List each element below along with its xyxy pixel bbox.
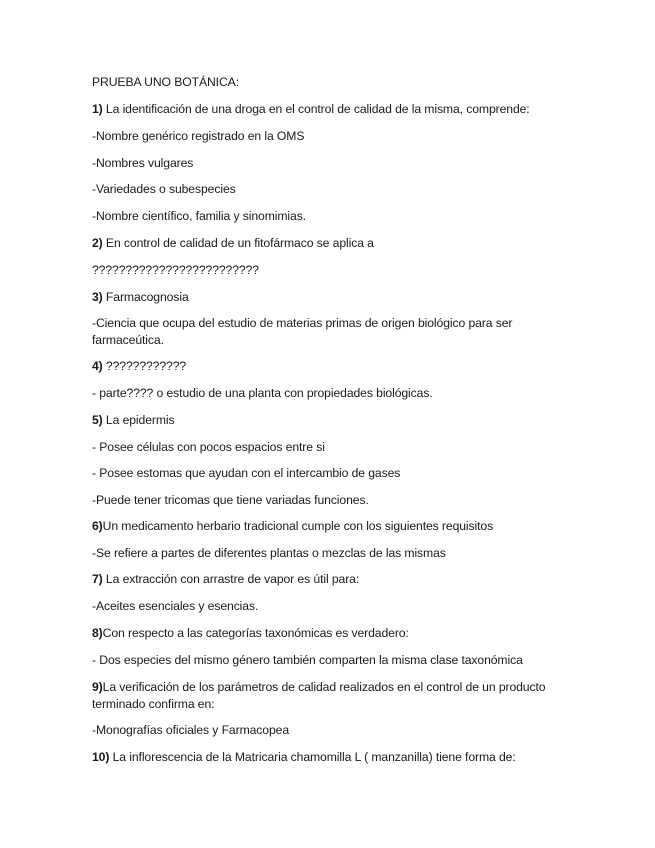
question-3 [92, 289, 562, 306]
question-number: 3) [92, 290, 103, 304]
question-text: La inflorescencia de la Matricaria chamomilla L ( manzanilla) tiene forma de: [109, 750, 516, 764]
question-4 [92, 358, 562, 375]
question-10 [92, 749, 562, 766]
question-text: Con respecto a las categorías taxonómicas es verdadero: [102, 626, 409, 640]
answer-line: -Monografías oficiales y Farmacopea [92, 723, 290, 737]
question-9 [92, 679, 562, 713]
question-text: En control de calidad de un fitofármaco se aplica a [102, 236, 374, 250]
document-title: PRUEBA UNO BOTÁNICA: [92, 75, 239, 89]
question-text: Un medicamento herbario tradicional cumple con los siguientes requisitos [102, 519, 494, 533]
question-number: 4) [92, 359, 103, 373]
question-number: 9) [92, 680, 103, 694]
question-number: 8) [92, 626, 103, 640]
question-number: 5) [92, 413, 103, 427]
question-number: 6) [92, 519, 103, 533]
answer-line: - Posee estomas que ayudan con el intercambio de gases [92, 466, 401, 480]
answer-line: -Nombre científico, familia y sinomimias. [92, 209, 306, 223]
answer-line: ????????????????????????? [92, 263, 259, 277]
question-8 [92, 625, 562, 642]
question-6 [92, 518, 562, 535]
answer-line: -Puede tener tricomas que tiene variadas funciones. [92, 493, 369, 507]
answer-line: - Posee células con pocos espacios entre si [92, 440, 325, 454]
question-2 [92, 235, 562, 252]
question-text: La verificación de los parámetros de calidad realizados en el control de un producto terminado confirma en: [92, 680, 546, 711]
question-text: La identificación de una droga en el control de calidad de la misma, comprende: [102, 102, 530, 116]
question-text: La epidermis [102, 413, 175, 427]
answer-line: - Dos especies del mismo género también comparten la misma clase taxonómica [92, 653, 523, 667]
question-text: La extracción con arrastre de vapor es útil para: [102, 572, 360, 586]
question-1 [92, 101, 562, 118]
answer-line: -Se refiere a partes de diferentes plantas o mezclas de las mismas [92, 546, 446, 560]
answer-line: -Variedades o subespecies [92, 182, 236, 196]
question-text: Farmacognosia [102, 290, 189, 304]
answer-line: -Nombres vulgares [92, 156, 194, 170]
question-number: 1) [92, 102, 103, 116]
question-number: 10) [92, 750, 110, 764]
answer-line: -Aceites esenciales y esencias. [92, 599, 259, 613]
question-5 [92, 412, 562, 429]
answer-line: - parte???? o estudio de una planta con propiedades biológicas. [92, 386, 433, 400]
question-text: ???????????? [102, 359, 187, 373]
answer-line: -Ciencia que ocupa del estudio de materias primas de origen biológico para ser farmaceútica. [92, 316, 513, 347]
question-7 [92, 571, 562, 588]
answer-line: -Nombre genérico registrado en la OMS [92, 129, 305, 143]
question-number: 7) [92, 572, 103, 586]
question-number: 2) [92, 236, 103, 250]
